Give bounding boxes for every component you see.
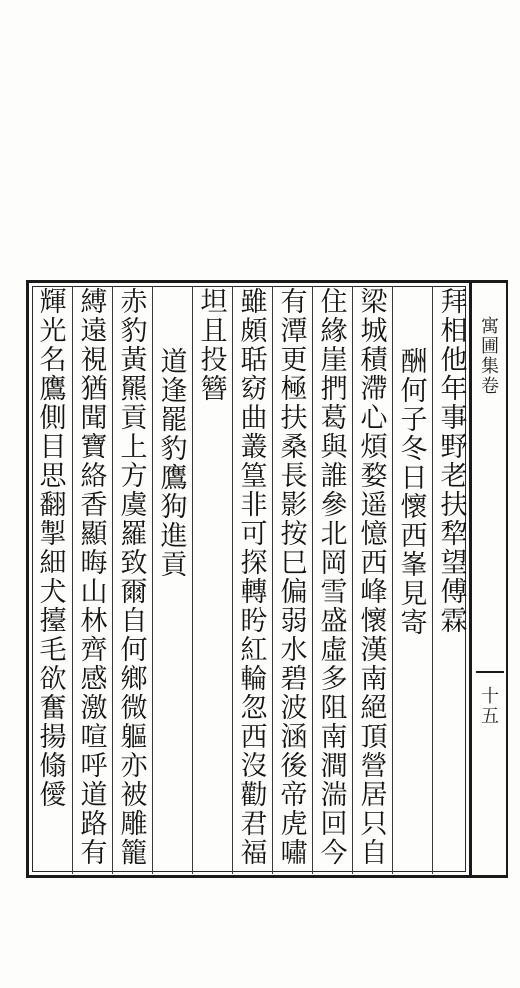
column-text: 酬何子冬日懷西峯見寄 <box>400 347 428 639</box>
column-text: 有潭更極扶桑長影按巳偏弱水碧波涵後帝虎嘯 <box>280 287 308 869</box>
text-column-5 <box>272 286 312 874</box>
text-column-7 <box>192 286 232 874</box>
column-text: 輝光名鷹側目思翻掣細犬擡毛欲奮揚翛僾 <box>39 287 67 811</box>
fore-edge-folio: 十五 <box>481 686 499 727</box>
text-column-2 <box>392 286 432 874</box>
column-text: 雖頗聒窈曲叢篁非可探轉盻紅輪忽西沒勸君福 <box>240 287 268 869</box>
column-text: 拜相他年事野老扶犂望傅霖 <box>440 287 468 637</box>
text-column-6 <box>232 286 272 874</box>
column-text: 縛遠視猶聞寶絡香顯晦山林齊感激喧呼道路有 <box>80 287 108 869</box>
fore-edge-column <box>472 280 508 878</box>
text-column-11 <box>32 286 72 874</box>
fore-edge-title: 寓圃集卷 <box>481 316 499 397</box>
text-column-9 <box>112 286 152 874</box>
text-column-3 <box>352 286 392 874</box>
column-text: 住緣崖捫葛與誰參北岡雪盛虛多阻南澗湍回今 <box>320 287 348 869</box>
column-text: 梁城積滯心煩婺遥憶西峰懷漢南絕頂營居只自 <box>360 287 388 869</box>
text-column-10 <box>72 286 112 874</box>
column-text: 赤豹黃羆貢上方虞羅致爾自何鄉微軀亦被雕籠 <box>120 287 148 869</box>
fore-edge-fishtail <box>476 671 504 683</box>
text-column-1 <box>432 286 472 874</box>
text-column-8 <box>152 286 192 874</box>
text-column-4 <box>312 286 352 874</box>
column-text: 坦且投簪 <box>200 287 228 405</box>
column-text: 道逢罷豹鷹狗進貢 <box>160 347 188 581</box>
